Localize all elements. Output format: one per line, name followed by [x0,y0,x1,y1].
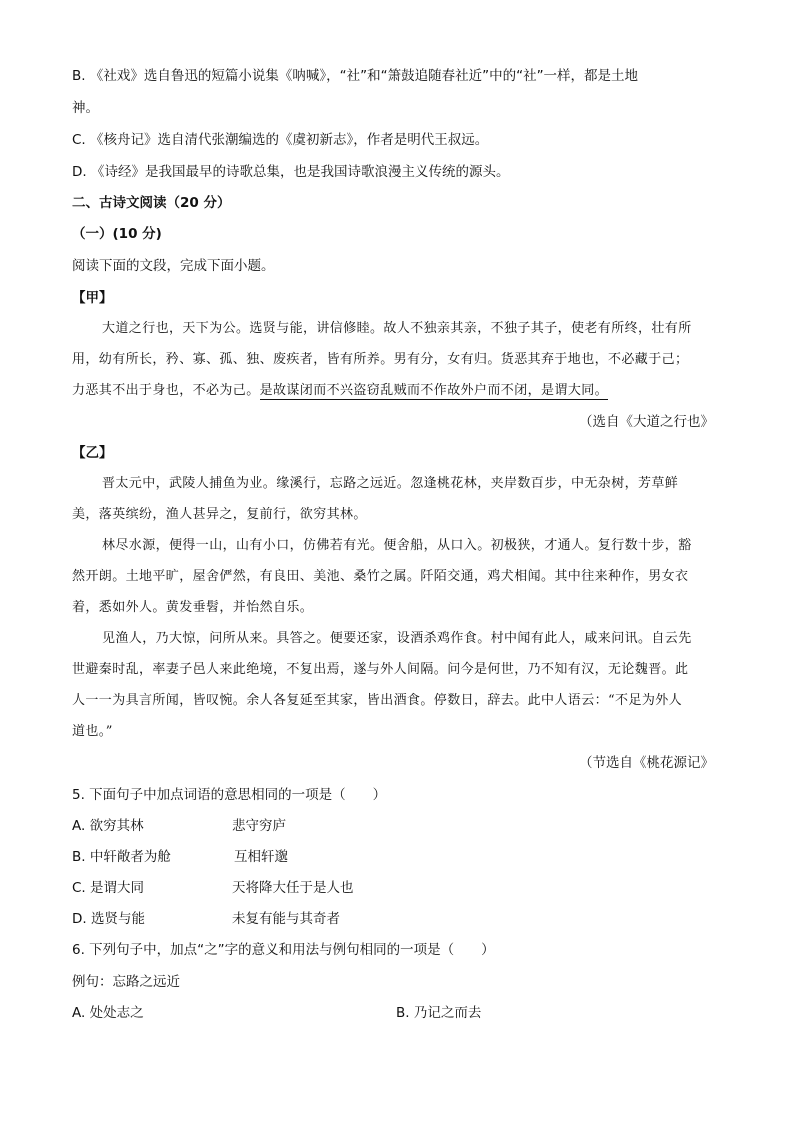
q5-option-a: A. 欲穷其林 [72,818,144,834]
q6-stem: 6. 下列句子中，加点“之”字的意义和用法与例句相同的一项是（ ） [72,942,495,958]
yi-p2-line1: 林尽水源，便得一山，山有小口，仿佛若有光。便舍船，从口入。初极狭，才通人。复行数十步，豁 [102,538,692,553]
q5-stem: 5. 下面句子中加点词语的意思相同的一项是（ ） [72,787,387,803]
q5-option-c: C. 是谓大同 [72,880,145,896]
jia-underlined-sentence: 是故谋闭而不兴盗窃乱贼而不作故外户而不闭， [259,383,542,398]
passage-yi-label: 【乙】 [72,445,113,461]
passage-jia-label: 【甲】 [72,290,113,306]
yi-p3-line1: 见渔人，乃大惊，问所从来。具答之。便要还家，设酒杀鸡作食。村中闻有此人，咸来问讯。自云先 [102,631,692,646]
option-d: D. 《诗经》是我国最早的诗歌总集，也是我国诗歌浪漫主义传统的源头。 [72,164,510,180]
jia-line3-end: 是谓大同。 [541,383,609,398]
q5-option-c-pair: 天将降大任于是人也 [232,880,354,896]
q5-option-a-pair: 悲守穷庐 [232,818,286,834]
yi-source: （节选自《桃花源记》 [579,755,714,771]
yi-p2-line3: 着，悉如外人。黄发垂髫，并怡然自乐。 [72,600,314,615]
yi-p3-line3: 人一一为具言所闻，皆叹惋。余人各复延至其家，皆出酒食。停数日，辞去。此中人语云：“不足为外人 [72,693,683,708]
yi-p1-line1: 晋太元中，武陵人捕鱼为业。缘溪行，忘路之远近。忽逢桃花林，夹岸数百步，中无杂树，芳草鲜 [102,476,679,491]
yi-p2-line2: 然开朗。土地平旷，屋舍俨然，有良田、美池、桑竹之属。阡陌交通，鸡犬相闻。其中往来种作，男女衣 [72,569,689,584]
sub-heading: （一）(10 分) [72,226,162,242]
option-b-line2: 神。 [72,100,99,116]
q5-option-b: B. 中轩敞者为舱 [72,849,171,865]
q5-option-b-pair: 互相轩邈 [234,849,288,865]
q6-example: 例句：忘路之远近 [72,974,180,990]
section-heading: 二、古诗文阅读（20 分） [72,195,231,211]
yi-p1-line2: 美，落英缤纷，渔人甚异之，复前行，欲穷其林。 [72,507,367,522]
option-b-line1: B. 《社戏》选自鲁迅的短篇小说集《呐喊》，“社”和“箫鼓追随春社近”中的“社”一样，都是土地 [72,68,639,84]
q6-option-a: A. 处处志之 [72,1005,144,1021]
jia-line3 [72,381,608,401]
instruction: 阅读下面的文段，完成下面小题。 [72,258,275,274]
q6-option-b: B. 乃记之而去 [396,1005,482,1021]
jia-line1: 大道之行也，天下为公。选贤与能，讲信修睦。故人不独亲其亲，不独子其子，使老有所终，壮有所 [102,321,692,336]
q5-option-d-pair: 未复有能与其奇者 [232,911,340,927]
jia-line2: 用，幼有所长，矜、寡、孤、独、废疾者，皆有所养。男有分，女有归。货恶其弃于地也，不必藏于己； [72,352,689,367]
yi-p3-line2: 世避秦时乱，率妻子邑人来此绝境，不复出焉，遂与外人间隔。问今是何世，乃不知有汉，无论魏晋。此 [72,662,689,677]
jia-line3-plain: 力恶其不出于身也，不必为己。 [72,383,260,398]
yi-p3-line4: 道也。” [72,724,113,739]
option-c: C. 《核舟记》选自清代张潮编选的《虞初新志》，作者是明代王叔远。 [72,132,489,148]
q5-option-d: D. 选贤与能 [72,911,145,927]
jia-source: （选自《大道之行也》 [579,414,714,430]
